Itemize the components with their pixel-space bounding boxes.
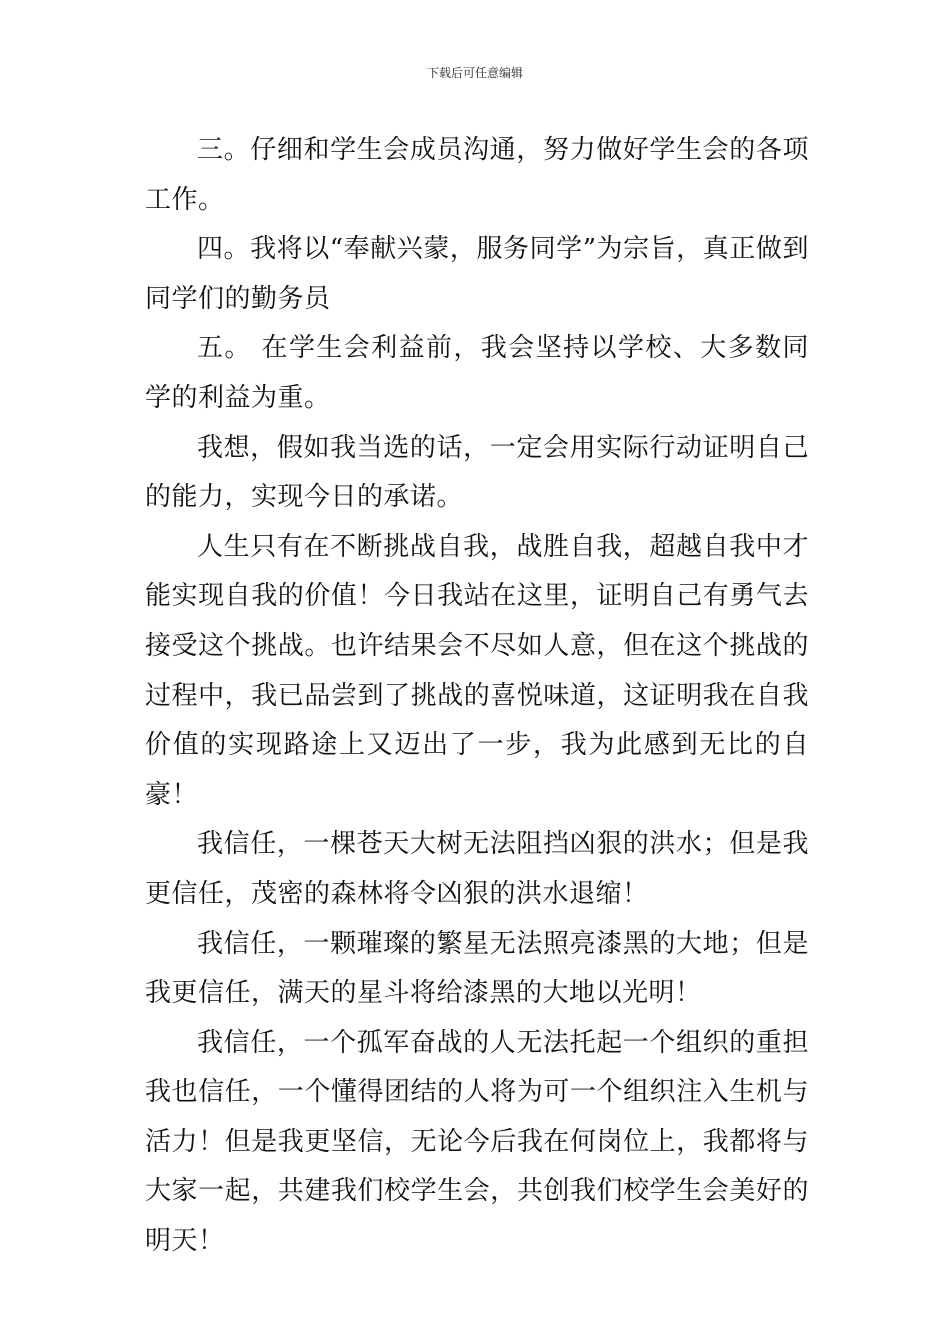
paragraph-if-elected: 我想，假如我当选的话，一定会用实际行动证明自己的能力，实现今日的承诺。 (145, 432, 809, 513)
document-body (145, 126, 809, 1267)
paragraph-item-5: 五。 在学生会利益前，我会坚持以学校、大多数同学的利益为重。 (145, 333, 809, 413)
paragraph-challenge: 人生只有在不断挑战自我，战胜自我，超越自我中才能实现自我的价值！今日我站在这里，证明自己有勇气去接受这个挑战。也许结果会不尽如人意，但在这个挑战的过程中，我已品尝到了挑战的喜悦味道，这证明我在自我价值的实现路途上又迈出了一步，我为此感到无比的自豪！ (145, 531, 809, 810)
paragraph-item-3: 三。仔细和学生会成员沟通，努力做好学生会的各项工作。 (145, 135, 809, 215)
paragraph-teamwork: 我信任，一个孤军奋战的人无法托起一个组织的重担我也信任，一个懂得团结的人将为可一个组织注入生机与活力！但是我更坚信，无论今后我在何岗位上，我都将与大家一起，共建我们校学生会，共创我们校学生会美好的明天！ (145, 1027, 809, 1257)
paragraph-star-sky: 我信任，一颗璀璨的繁星无法照亮漆黑的大地；但是我更信任，满天的星斗将给漆黑的大地以光明！ (145, 928, 809, 1009)
paragraph-item-4: 四。我将以“奉献兴蒙，服务同学”为宗旨，真正做到同学们的勤务员 (145, 234, 809, 314)
page-header: 下载后可任意编辑 (426, 66, 523, 80)
paragraph-tree-forest: 我信任，一棵苍天大树无法阻挡凶狠的洪水；但是我更信任，茂密的森林将令凶狠的洪水退缩！ (145, 829, 809, 909)
